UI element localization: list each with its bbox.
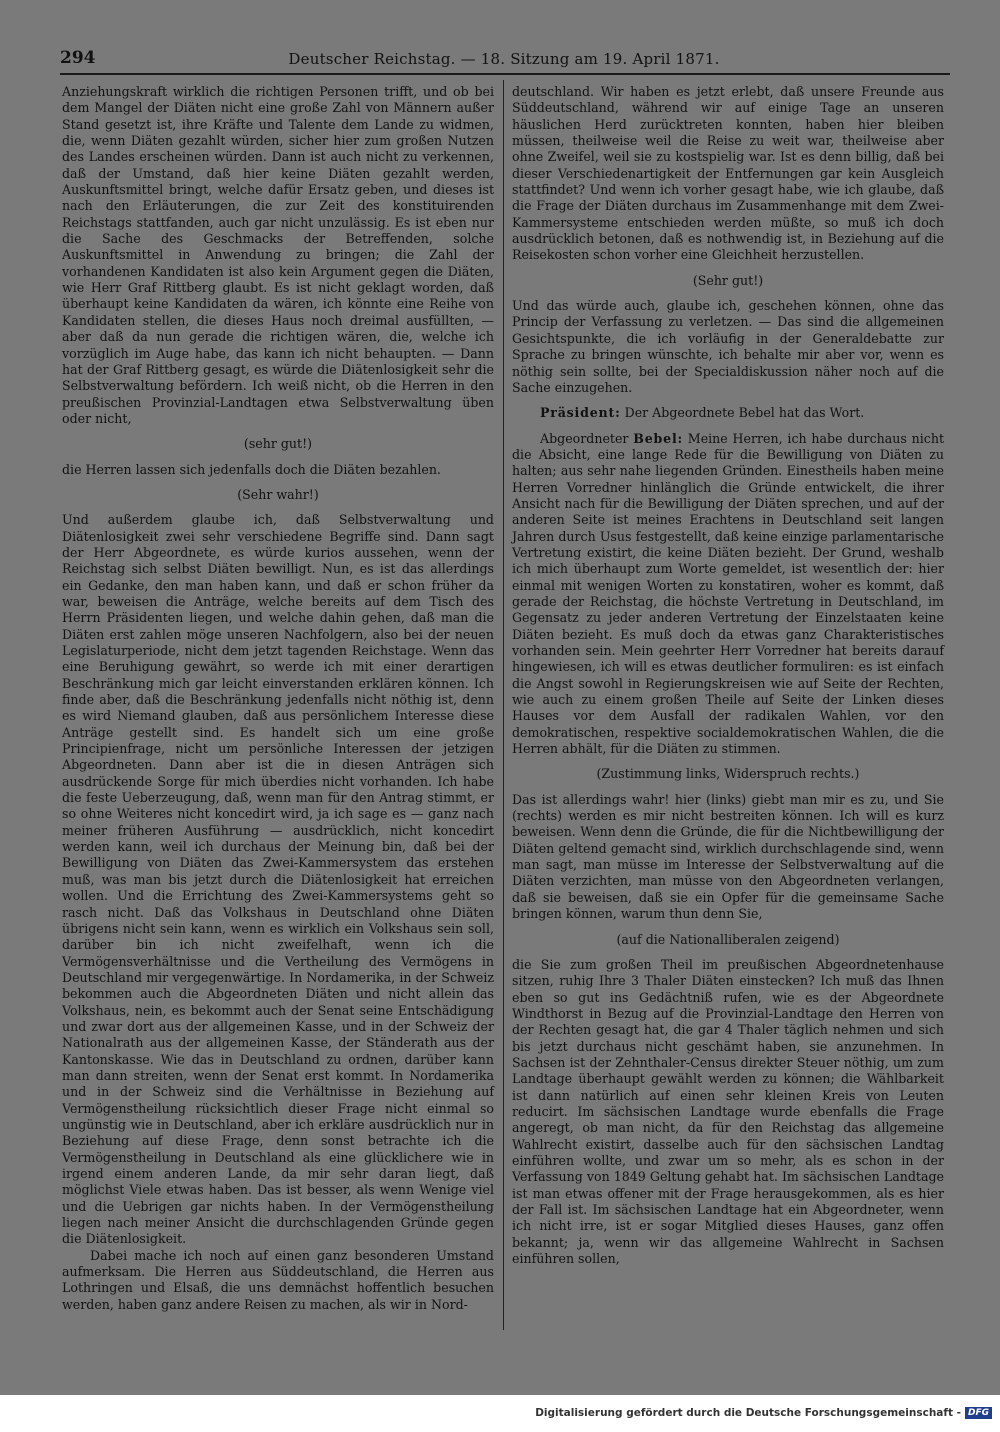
page-header (60, 48, 948, 72)
paragraph: Das ist allerdings wahr! hier (links) giebt man mir es zu, und Sie (rechts) werden es mir nicht bestreiten können. Ich will es kurz beweisen. Wenn denn die Gründe, die für die Nichtbewilligung der Diäten geltend gemacht sind, wirklich durchschlagende sind, wenn man sagt, man müsse im Interesse der Selbstverwaltung auf die Diäten verzichten, man müsse von den Abgeordneten verlangen, daß sie beweisen, daß sie ein Opfer für die gemeinsame Sache bringen können, warum thun denn Sie, (512, 791, 944, 922)
column-divider (503, 80, 504, 1330)
header-rule (60, 73, 950, 75)
interjection: (Sehr gut!) (692, 272, 764, 288)
bebel-speech (512, 431, 944, 758)
paragraph: die Sie zum großen Theil im preußischen Abgeordnetenhause sitzen, ruhig Ihre 3 Thaler Diäten einstecken? Ich muß das Ihnen eben so gut ins Gedächtniß rufen, wie es der Abgeordnete Windthorst in Bezug auf die Provinzial-Landtage den Herren von der Rechten gesagt hat, die gar 4 Thaler täglich nehmen und sich bis jetzt durchaus nicht geschämt haben, sie anzunehmen. In Sachsen ist der Zehnthaler-Census direkter Steuer nöthig, um zum Landtage überhaupt gewählt werden zu können; die Wählbarkeit ist dann natürlich auf einen sehr kleinen Kreis von Leuten reducirt. Im sächsischen Landtage wurde ebenfalls die Frage angeregt, ob man nicht, da für den Reichstag das allgemeine Wahlrecht existirt, dasselbe auch für den sächsischen Landtag einführen wollte, und zwar um so mehr, als es schon in der Verfassung von 1849 Geltung gehabt hat. Im sächsischen Landtage ist man etwas offener mit der Frage herausgekommen, als es hier der Fall ist. Im sächsischen Landtage hat ein Abgeordneter, wenn ich nicht irre, ist er sogar Mitglied dieses Hauses, ganz offen bekannt; ja, wenn wir das allgemeine Wahlrecht in Sachsen einführen sollen, (512, 956, 944, 1267)
paragraph: Dabei mache ich noch auf einen ganz besonderen Umstand aufmerksam. Die Herren aus Süddeutschland, die Herren aus Lothringen und Elsaß, die uns demnächst hoffentlich besuchen werden, haben ganz andere Reisen zu machen, als wir in Nord- (62, 1247, 494, 1312)
interjection: (Zustimmung links, Widerspruch rechts.) (596, 766, 860, 782)
page-number: 294 (60, 48, 96, 68)
paragraph: Und das würde auch, glaube ich, geschehen können, ohne das Princip der Verfassung zu verletzen. — Das sind die allgemeinen Gesichtspunkte, die ich vorläufig in der Generaldebatte zur Sprache zu bringen wünschte, ich behalte mir aber vor, wenn es nöthig sein sollte, bei der Specialdiskussion näher noch auf die Sache einzugehen. (512, 298, 944, 395)
right-column (512, 84, 944, 1267)
interjection: (Sehr wahr!) (237, 486, 319, 502)
speaker-bebel: Bebel: (633, 430, 683, 446)
left-column (62, 84, 494, 1313)
paragraph: deutschland. Wir haben es jetzt erlebt, daß unsere Freunde aus Süddeutschland, während wir auf einige Tage an unseren häuslichen Herd zurücktreten konnten, haben hier bleiben müssen, theilweise weil die Reise zu weit war, theilweise aber ohne Zweifel, weil sie zu kostspielig war. Ist es denn billig, daß bei dieser Verschiedenartigkeit der Entfernungen gar kein Ausgleich stattfindet? Und wenn ich vorher gesagt habe, wie ich glaube, daß die Frage der Diäten durchaus im Zusammenhange mit dem Zwei-Kammersysteme entschieden werden müßte, so muß ich doch ausdrücklich betonen, daß es nothwendig ist, in Beziehung auf die Reisekosten schon vorher eine Gleichheit herzustellen. (512, 84, 944, 263)
paragraph: die Herren lassen sich jedenfalls doch die Diäten bezahlen. (62, 461, 441, 477)
running-title: Deutscher Reichstag. — 18. Sitzung am 19. April 1871. (288, 50, 720, 68)
statement-text: Der Abgeordnete Bebel hat das Wort. (620, 405, 865, 421)
footer-credit (535, 1407, 992, 1419)
footer-text: Digitalisierung gefördert durch die Deutsche Forschungsgemeinschaft - (535, 1407, 961, 1419)
interjection: (sehr gut!) (243, 436, 313, 452)
paragraph: Anziehungskraft wirklich die richtigen Personen trifft, und ob bei dem Mangel der Diäten nicht eine große Zahl von Männern außer Stand gesetzt ist, ihre Kräfte und Talente dem Lande zu widmen, die, wenn Diäten gezahlt würden, sicher hier zum großen Nutzen des Landes erscheinen würden. Dann ist auch nicht zu verkennen, daß der Umstand, daß hier keine Diäten gezahlt werden, Auskunftsmittel bringt, welche dafür Ersatz geben, und dieses ist nach den Erläuterungen, die zur Zeit des konstituirenden Reichstags stattfanden, auch gar nicht unzulässig. Es ist eben nur die Sache des Geschmacks der Betreffenden, solche Auskunftsmittel in Anwendung zu bringen; die Zahl der vorhandenen Kandidaten ist also kein Argument gegen die Diäten, wie Herr Graf Rittberg glaubt. Es ist nicht geklagt worden, daß überhaupt keine Kandidaten da wären, ich könnte eine Reihe von Kandidaten stellen, die dieses Haus noch dreimal ausfüllten, — aber daß da nun gerade die richtigen wären, die, welche ich vorzüglich im Auge habe, das kann ich nicht behaupten. — Dann hat der Graf Rittberg gesagt, es würde die Diätenlosigkeit sehr die Selbstverwaltung befördern. Ich weiß nicht, ob die Herren in den preußischen Provinzial-Landtagen etwa Selbstverwaltung üben oder nicht, (62, 84, 494, 426)
speaker-president: Präsident: (540, 405, 621, 421)
paragraph: Und außerdem glaube ich, daß Selbstverwaltung und Diätenlosigkeit zwei sehr verschiedene Begriffe sind. Dann sagt der Herr Abgeordnete, es würde kurios aussehen, wenn der Reichstag sich selbst Diäten bewilligt. Nun, es ist das allerdings ein Gedanke, den man haben kann, und daß er schon früher da war, beweisen die Anträge, welche bereits auf dem Tisch des Herrn Präsidenten liegen, und welche dahin gehen, daß man die Diäten erst zahlen möge unseren Nachfolgern, also bei der neuen Legislaturperiode, nicht dem jetzt tagenden Reichstage. Wenn das eine Beruhigung gewährt, so werde ich mit einer derartigen Beschränkung mich gar leicht einverstanden erklären können. Ich finde aber, daß die Beschränkung jedenfalls nicht nöthig ist, denn es wird Niemand glauben, daß aus persönlichem Interesse diese Anträge gestellt sind. Es handelt sich um eine große Principienfrage, nicht um persönliche Interessen der jetzigen Abgeordneten. Dann aber ist die in diesen Anträgen sich ausdrückende Sorge für mich überdies nicht vorhanden. Ich habe die feste Ueberzeugung, daß, wenn man für den Antrag stimmt, er so ohne Weiteres nicht koncedirt wird, ja ich sage es — ganz nach meiner früheren Ausführung — ausdrücklich, nicht koncedirt werden kann, weil ich durchaus der Meinung bin, daß bei der Bewilligung von Diäten das Zwei-Kammersystem das erstehen muß, was man bis jetzt durch die Diätenlosigkeit hat erreichen wollen. Und die Errichtung des Zwei-Kammersystems geht so rasch nicht. Daß das Volkshaus in Deutschland ohne Diäten übrigens nicht sein kann, wenn es wirklich ein Volkshaus sein soll, darüber bin ich nicht zweifelhaft, wenn ich die Vermögensverhältnisse und die Vertheilung des Vermögens in Deutschland mir vergegenwärtige. In Nordamerika, in der Schweiz bekommen auch die Abgeordneten Diäten und nicht allein das Volkshaus, nein, es bekommt auch der Senat seine Entschädigung und zwar dort aus der allgemeinen Kasse, und in der Schweiz der Nationalrath aus der allgemeinen Kasse, der Ständerath aus der Kantonskasse. Wie das in Deutschland zu ordnen, darüber kann man dann streiten, wenn der Senat erst kommt. In Nordamerika und in der Schweiz sind die Verhältnisse in Beziehung auf Vermögenstheilung rücksichtlich dieser Frage nicht einmal so ungünstig wie in Deutschland, aber ich erkläre ausdrücklich nur in Beziehung auf diese Frage, denn sonst betrachte ich die Vermögenstheilung in Deutschland als eine glücklichere wie in irgend einem anderen Lande, da mir sehr daran liegt, daß möglichst Viele etwas haben. Das ist besser, als wenn Wenige viel und die Uebrigen gar nichts haben. In der Vermögenstheilung liegen nach meiner Ansicht die durchschlagenden Gründe gegen die Diätenlosigkeit. (62, 512, 494, 1247)
dfg-logo: DFG (965, 1407, 992, 1419)
speaker-intro: Abgeordneter (540, 430, 634, 446)
interjection: (auf die Nationalliberalen zeigend) (616, 931, 840, 947)
president-statement (512, 405, 944, 421)
speech-text: Meine Herren, ich habe durchaus nicht die Absicht, eine lange Rede für die Bewilligung von Diäten zu halten; aus sehr nahe liegenden Gründen. Einestheils haben meine Herren Vorredner hinlänglich die Gründe entwickelt, die ihrer Ansicht nach für die Bewilligung der Diäten sprechen, und auf der anderen Seite ist meines Erachtens in Deutschland seit langen Jahren durch Usus festgestellt, daß keine einzige parlamentarische Vertretung existirt, die keine Diäten bezieht. Der Grund, weshalb ich mich überhaupt zum Worte gemeldet, ist wesentlich der: hier einmal mit wenigen Worten zu konstatiren, woher es kommt, daß gerade der Reichstag, die höchste Vertretung in Deutschland, im Gegensatz zu jeder anderen Vertretung der Einzelstaaten keine Diäten bezieht. Es muß doch da etwas ganz Charakteristisches vorhanden sein. Mein geehrter Herr Vorredner hat bereits darauf hingewiesen, ich will es etwas deutlicher formuliren: es ist einfach die Angst sowohl in Regierungskreisen wie auf Seite der Rechten, wie auch zu einem großen Theile auf Seite der Linken dieses Hauses vor dem Ausfall der radikalen Wahlen, vor den demokratischen, respektive socialdemokratischen Wahlen, die die Herren abhält, für die Diäten zu stimmen. (512, 430, 945, 757)
